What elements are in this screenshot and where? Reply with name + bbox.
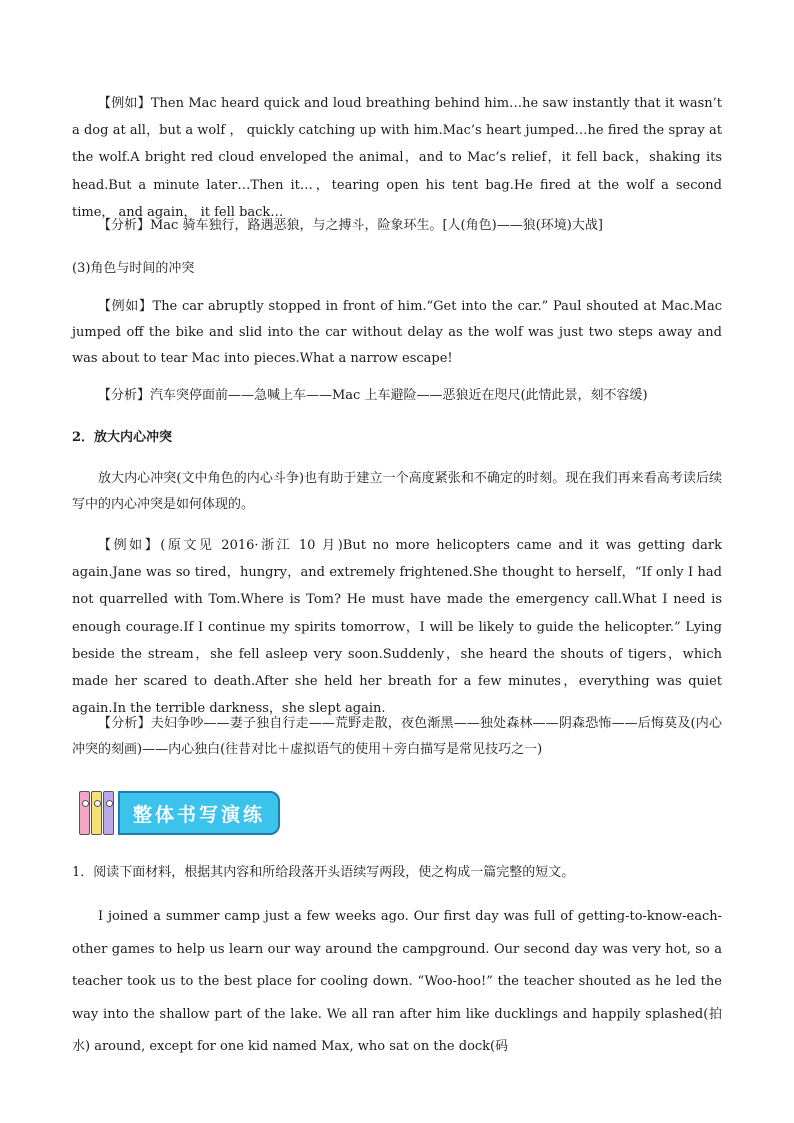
- exercise-instruction: 1．阅读下面材料，根据其内容和所给段落开头语续写两段，使之构成一篇完整的短文。: [72, 865, 575, 880]
- banner-title: 整体书写演练: [132, 803, 265, 826]
- binders-icon: [76, 787, 118, 839]
- analysis-jane: 【分析】夫妇争吵——妻子独自行走——荒野走散，夜色渐黑——独处森林——阴森恐怖——后悔莫及(内心冲突的刻画)——内心独白(往昔对比＋虚拟语气的使用＋旁白描写是常见技巧之一): [72, 716, 722, 757]
- section-heading-inner-conflict: 2．放大内心冲突: [72, 430, 173, 445]
- analysis-car: 【分析】汽车突停面前——急喊上车——Mac 上车避险——恶狼近在咫尺(此情此景，刻不容缓): [98, 388, 648, 403]
- subheading-character-time-conflict: (3)角色与时间的冲突: [72, 261, 195, 276]
- banner-bar: [118, 791, 280, 835]
- example-paragraph-jane: 【例如】(原文见 2016·浙江 10 月)But no more helicopters came and it was getting dark again.Jane was so tired，hungry，and extremely frightened.She thought to herself，“If only I had not quarrelled with Tom.Where is Tom? He must have made the emergency call.What I need is enough courage.If I continue my spirits tomorrow，I will be likely to guide the helicopter.” Lying beside the stream，she fell asleep very soon.Suddenly，she heard the shouts of tigers，which made her scared to death.After she held her breath for a few minutes，everything was quiet again.In the terrible darkness，she slept again.: [72, 538, 722, 717]
- intro-inner-conflict: 放大内心冲突(文中角色的内心斗争)也有助于建立一个高度紧张和不确定的时刻。现在我们再来看高考读后续写中的内心冲突是如何体现的。: [72, 471, 722, 512]
- example-paragraph-wolf: 【例如】Then Mac heard quick and loud breathing behind him…he saw instantly that it wasn’t a dog at all，but a wolf ， quickly catching up with him.Mac’s heart jumped…he fired the spray at the wolf.A bright red cloud enveloped the animal，and to Mac’s relief，it fell back，shaking its head.But a minute later…Then it…，tearing open his tent bag.He fired at the wolf a second time， and again， it fell back…: [72, 96, 722, 220]
- analysis-wolf: 【分析】Mac 骑车独行，路遇恶狼，与之搏斗，险象环生。[人(角色)——狼(环境)大战]: [98, 218, 603, 233]
- example-paragraph-car: 【例如】The car abruptly stopped in front of him.“Get into the car.” Paul shouted at Mac.Mac jumped off the bike and slid into the car without delay as the wolf was just two steps away and was about to tear Mac into pieces.What a narrow escape!: [72, 299, 722, 366]
- story-paragraph: I joined a summer camp just a few weeks ago. Our first day was full of getting-to-know-each-other games to help us learn our way around the campground. Our second day was very hot, so a teacher took us to the best place for cooling down. “Woo-hoo!” the teacher shouted as he led the way into the shallow part of the lake. We all ran after him like ducklings and happily splashed(拍水) around, except for one kid named Max, who sat on the dock(码: [72, 909, 722, 1054]
- section-banner: [76, 787, 282, 839]
